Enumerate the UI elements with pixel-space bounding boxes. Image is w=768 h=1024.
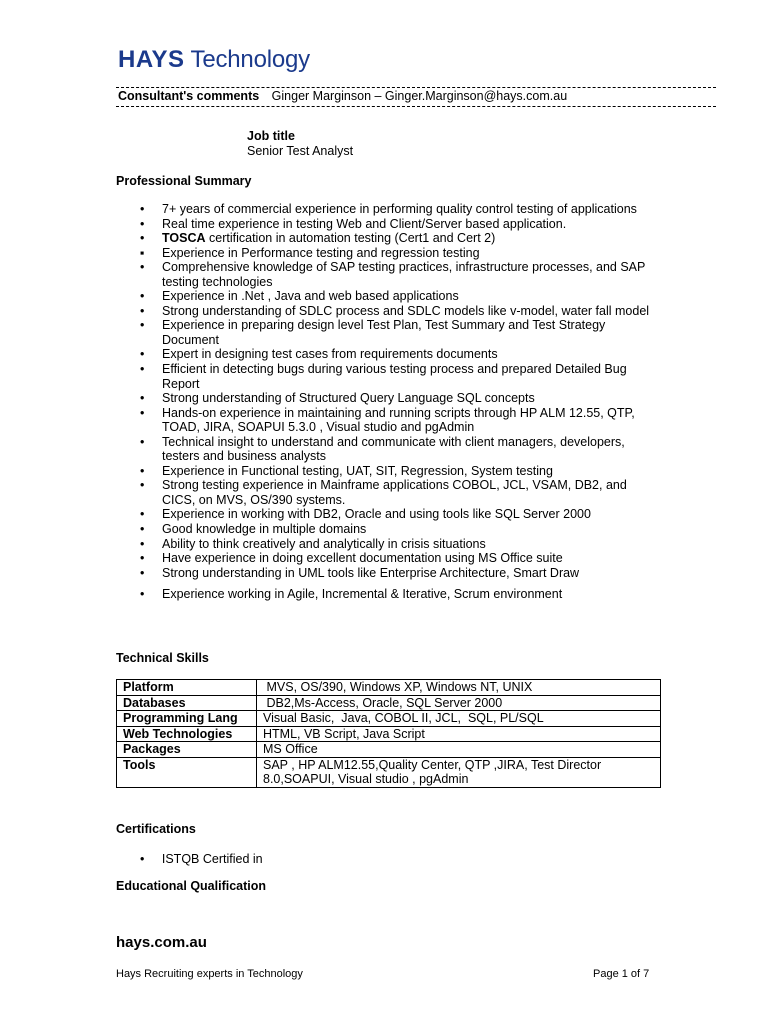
logo-word: Technology <box>190 46 310 73</box>
certification-item <box>140 852 263 867</box>
skills-key: Tools <box>117 757 257 787</box>
skills-row <box>117 757 661 787</box>
summary-item-text: Ability to think creatively and analytically in crisis situations <box>162 536 486 551</box>
summary-item-text: Have experience in doing excellent documentation using MS Office suite <box>162 551 563 566</box>
bullet-icon: • <box>140 405 145 420</box>
summary-item <box>134 435 654 464</box>
summary-item <box>134 246 654 261</box>
skills-value: HTML, VB Script, Java Script <box>257 726 661 742</box>
skills-row <box>117 680 661 696</box>
professional-summary-list <box>134 202 654 602</box>
bullet-icon: • <box>140 507 145 522</box>
summary-item <box>134 318 654 347</box>
summary-item-text: Experience working in Agile, Incremental & Iterative, Scrum environment <box>162 587 563 602</box>
skills-value: MVS, OS/390, Windows XP, Windows NT, UNIX <box>257 680 661 696</box>
bullet-icon: • <box>140 260 145 275</box>
top-dashed-rule <box>116 87 716 88</box>
educational-qualification-heading: Educational Qualification <box>116 879 267 893</box>
summary-item-text: Experience in preparing design level Test Plan, Test Summary and Test Strategy Document <box>162 318 606 347</box>
skills-row <box>117 726 661 742</box>
summary-item-text: Technical insight to understand and communicate with client managers, developers, testers and business analysts <box>162 434 625 464</box>
summary-item <box>134 347 654 362</box>
bullet-icon: • <box>140 852 145 866</box>
bullet-icon: • <box>140 318 145 333</box>
summary-item <box>134 566 654 581</box>
bullet-icon: • <box>140 202 145 216</box>
consultant-label: Consultant's comments <box>118 89 260 103</box>
consultant-value: Ginger Marginson – Ginger.Marginson@hays.com.au <box>271 89 568 103</box>
summary-item-bold: TOSCA <box>162 231 206 246</box>
bullet-icon: • <box>140 216 145 231</box>
summary-item-text: Hands-on experience in maintaining and running scripts through HP ALM 12.55, QTP, TOAD, JIRA, SOAPUI 5.3.0 , Visual studio and pgAdmin <box>162 405 635 435</box>
summary-item-text: Experience in Performance testing and regression testing <box>162 245 480 260</box>
summary-item-text: Expert in designing test cases from requirements documents <box>162 347 498 362</box>
summary-item <box>134 464 654 479</box>
summary-item-text: Strong testing experience in Mainframe applications COBOL, JCL, VSAM, DB2, and CICS, on MVS, OS/390 systems. <box>162 478 627 507</box>
summary-item-text: Good knowledge in multiple domains <box>162 522 367 537</box>
summary-item <box>134 507 654 522</box>
skills-value: SAP , HP ALM12.55,Quality Center, QTP ,JIRA, Test Director 8.0,SOAPUI, Visual studio , pgAdmin <box>257 757 661 787</box>
summary-item <box>134 362 654 391</box>
bullet-icon: • <box>140 565 145 580</box>
summary-item <box>134 587 654 602</box>
summary-item-text: 7+ years of commercial experience in performing quality control testing of applications <box>162 202 637 216</box>
certification-text: ISTQB Certified in <box>161 852 263 866</box>
skills-row <box>117 742 661 758</box>
skills-value: Visual Basic, Java, COBOL II, JCL, SQL, PL/SQL <box>257 711 661 727</box>
bullet-icon: • <box>140 362 145 377</box>
summary-item-text: certification in automation testing (Cert1 and Cert 2) <box>205 231 496 246</box>
summary-item-text: Strong understanding in UML tools like Enterprise Architecture, Smart Draw <box>162 565 580 580</box>
summary-item-text: Experience in .Net , Java and web based applications <box>162 289 459 304</box>
footer-site: hays.com.au <box>116 934 207 951</box>
skills-row <box>117 695 661 711</box>
bullet-icon: ▪ <box>140 245 145 260</box>
footer-tagline: Hays Recruiting experts in Technology <box>116 968 303 980</box>
bullet-icon: • <box>140 463 145 478</box>
job-title-value: Senior Test Analyst <box>247 144 354 158</box>
hays-technology-logo <box>118 46 310 74</box>
skills-key: Platform <box>117 680 257 696</box>
summary-item-text: Comprehensive knowledge of SAP testing practices, infrastructure processes, and SAP testing technologies <box>162 260 646 289</box>
summary-item <box>134 217 654 232</box>
summary-item <box>134 478 654 507</box>
consultant-comments <box>118 89 567 103</box>
bullet-icon: • <box>140 522 145 537</box>
footer-page-number: Page 1 of 7 <box>593 968 650 980</box>
skills-key: Databases <box>117 695 257 711</box>
bullet-icon: • <box>140 289 145 304</box>
bullet-icon: • <box>140 347 145 362</box>
summary-item <box>134 231 654 246</box>
certifications-heading: Certifications <box>116 822 196 836</box>
skills-key: Programming Lang <box>117 711 257 727</box>
summary-item <box>134 304 654 319</box>
summary-item <box>134 551 654 566</box>
summary-item-text: Efficient in detecting bugs during various testing process and prepared Detailed Bug Report <box>162 362 627 391</box>
summary-item <box>134 202 654 217</box>
bullet-icon: • <box>140 303 145 318</box>
summary-item-text: Experience in working with DB2, Oracle and using tools like SQL Server 2000 <box>162 507 591 522</box>
summary-item-text: Real time experience in testing Web and Client/Server based application. <box>162 216 567 231</box>
bullet-icon: • <box>140 587 145 602</box>
skills-value: DB2,Ms-Access, Oracle, SQL Server 2000 <box>257 695 661 711</box>
summary-item-text: Strong understanding of Structured Query Language SQL concepts <box>162 391 535 406</box>
bullet-icon: • <box>140 434 145 449</box>
skills-row <box>117 711 661 727</box>
summary-item <box>134 522 654 537</box>
bottom-dashed-rule <box>116 106 716 107</box>
bullet-icon: • <box>140 551 145 566</box>
skills-key: Packages <box>117 742 257 758</box>
technical-skills-table <box>116 679 661 788</box>
summary-item <box>134 537 654 552</box>
summary-item <box>134 260 654 289</box>
summary-item-text: Experience in Functional testing, UAT, SIT, Regression, System testing <box>162 463 553 478</box>
bullet-icon: • <box>140 536 145 551</box>
summary-item <box>134 391 654 406</box>
summary-item <box>134 289 654 304</box>
summary-item-text: Strong understanding of SDLC process and SDLC models like v-model, water fall model <box>162 303 650 318</box>
logo-brand: HAYS <box>118 46 185 73</box>
skills-key: Web Technologies <box>117 726 257 742</box>
bullet-icon: • <box>140 391 145 406</box>
professional-summary-heading: Professional Summary <box>116 174 252 188</box>
technical-skills-heading: Technical Skills <box>116 651 209 665</box>
summary-item <box>134 406 654 435</box>
skills-value: MS Office <box>257 742 661 758</box>
bullet-icon: • <box>140 478 145 493</box>
job-title-label: Job title <box>247 129 295 143</box>
bullet-icon: • <box>140 231 145 246</box>
